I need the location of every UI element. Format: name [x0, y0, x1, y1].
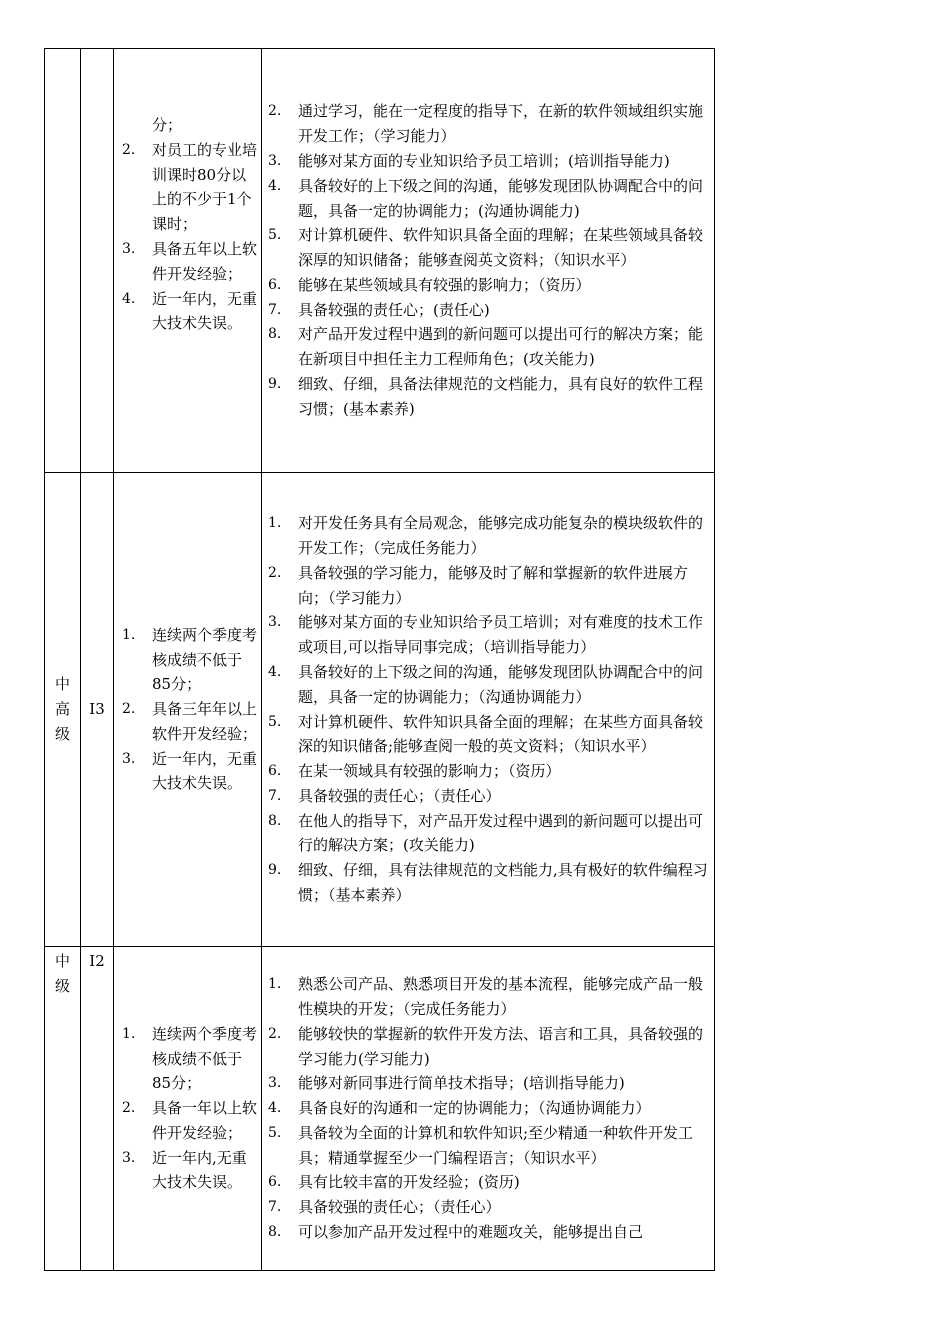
list-item: 3. 近一年内，无重大技术失误。: [122, 749, 258, 793]
list-item: 5. 对计算机硬件、软件知识具备全面的理解；在某些方面具备较深的知识储备;能够查阅一般的英文资料；（知识水平）: [268, 712, 704, 756]
list-item: 2. 具备较强的学习能力，能够及时了解和掌握新的软件进展方向；（学习能力）: [268, 563, 689, 607]
list-item: 1. 连续两个季度考核成绩不低于85分；: [122, 625, 258, 694]
list-item: 4. 具备较好的上下级之间的沟通，能够发现团队协调配合中的问题，具备一定的协调能力；（沟通协调能力）: [268, 662, 704, 706]
requirements-cell: [114, 947, 262, 1271]
list-item: 7. 具备较强的责任心；(责任心): [268, 300, 490, 319]
list-item: 3. 具备五年以上软件开发经验；: [122, 239, 258, 283]
list-item: 分；: [152, 116, 183, 134]
list-item: 1. 熟悉公司产品、熟悉项目开发的基本流程，能够完成产品一般性模块的开发；（完成任务能力）: [268, 975, 704, 1018]
list-item: 6. 具有比较丰富的开发经验；(资历): [268, 1173, 520, 1192]
requirements-cell: [114, 473, 262, 947]
abilities-cell: [262, 947, 715, 1271]
list-item: 8. 在他人的指导下，对产品开发过程中遇到的新问题可以提出可行的解决方案；(攻关能力): [268, 811, 704, 855]
list-item: 2. 对员工的专业培训课时80分以上的不少于1个课时；: [122, 140, 258, 234]
level-label: 中级: [54, 952, 70, 995]
abilities-cell: [262, 473, 715, 947]
requirements-list: [114, 1020, 261, 1198]
list-item: 7. 具备较强的责任心；（责任心）: [268, 786, 501, 805]
list-item: 6. 在某一领域具有较强的影响力；（资历）: [268, 762, 561, 781]
list-item: 1. 连续两个季度考核成绩不低于85分；: [122, 1024, 258, 1093]
level-code: I2: [89, 952, 105, 970]
level-label: 中高级: [54, 675, 70, 743]
list-item: 1. 对开发任务具有全局观念，能够完成功能复杂的模块级软件的开发工作；（完成任务能力）: [268, 514, 704, 557]
list-item: 3. 能够对某方面的专业知识给予员工培训；(培训指导能力): [268, 151, 670, 170]
requirements-cell: [114, 49, 262, 473]
list-item: 6. 能够在某些领域具有较强的影响力；（资历）: [268, 275, 591, 294]
table-row: [45, 947, 715, 1271]
list-item: 8. 可以参加产品开发过程中的难题攻关，能够提出自己: [268, 1223, 644, 1242]
list-item: 2. 通过学习，能在一定程度的指导下，在新的软件领域组织实施开发工作；（学习能力）: [268, 102, 704, 146]
list-item: 4. 近一年内，无重大技术失误。: [122, 289, 258, 333]
table-row: [45, 473, 715, 947]
list-item: 3. 近一年内,无重大技术失误。: [122, 1148, 247, 1192]
code-cell: [81, 49, 114, 473]
level-code: I3: [89, 700, 105, 719]
level-cell: [45, 947, 81, 1271]
requirements-list: [114, 621, 261, 799]
code-cell: [81, 473, 114, 947]
table-row: [45, 49, 715, 473]
list-item: 3. 能够对新同事进行简单技术指导；(培训指导能力): [268, 1074, 625, 1093]
list-item: 8. 对产品开发过程中遇到的新问题可以提出可行的解决方案；能在新项目中担任主力工程师角色；(攻关能力): [268, 325, 704, 369]
list-item: 7. 具备较强的责任心；（责任心）: [268, 1198, 501, 1217]
list-item: 2. 具备三年年以上软件开发经验；: [122, 700, 258, 743]
list-item: 9. 细致、仔细，具有法律规范的文档能力,具有极好的软件编程习惯；（基本素养）: [268, 861, 708, 905]
list-item: 5. 具备较为全面的计算机和软件知识;至少精通一种软件开发工具；精通掌握至少一门编程语言；（知识水平）: [268, 1123, 694, 1167]
list-item: 5. 对计算机硬件、软件知识具备全面的理解；在某些领域具备较深厚的知识储备；能够查阅英文资料；（知识水平）: [268, 226, 704, 270]
abilities-list: [262, 509, 714, 910]
list-item: 4. 具备较好的上下级之间的沟通，能够发现团队协调配合中的问题，具备一定的协调能力；(沟通协调能力): [268, 176, 704, 220]
level-cell: [45, 473, 81, 947]
list-item: 9. 细致、仔细，具备法律规范的文档能力，具有良好的软件工程习惯；(基本素养): [268, 375, 704, 418]
code-cell: [81, 947, 114, 1271]
abilities-list: [262, 970, 714, 1247]
list-item: 3. 能够对某方面的专业知识给予员工培训；对有难度的技术工作或项目,可以指导同事完成；（培训指导能力）: [268, 613, 704, 657]
list-item: 2. 具备一年以上软件开发经验；: [122, 1099, 258, 1142]
list-item: 2. 能够较快的掌握新的软件开发方法、语言和工具，具备较强的学习能力(学习能力): [268, 1024, 704, 1068]
career-level-table: [44, 48, 715, 1271]
abilities-list: [262, 97, 714, 423]
abilities-cell: [262, 49, 715, 473]
requirements-list: [114, 111, 261, 338]
list-item: 4. 具备良好的沟通和一定的协调能力；（沟通协调能力）: [268, 1099, 651, 1118]
level-cell: [45, 49, 81, 473]
